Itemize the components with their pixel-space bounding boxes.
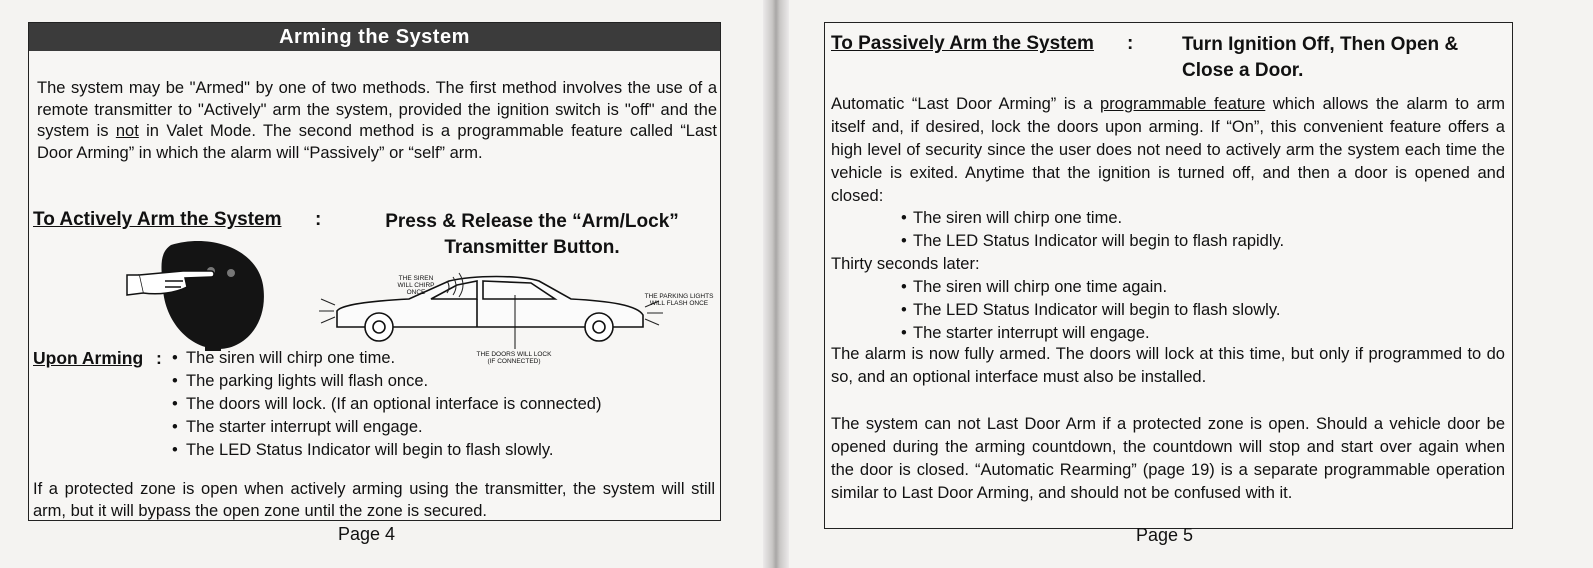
page-number-right: Page 5 <box>1136 525 1194 545</box>
list-item: • The LED Status Indicator will begin to flash slowly. <box>901 299 1280 322</box>
para1-text-2: which allows the alarm to arm itself and, if desired, lock the doors upon arming. If “On”, this convenient feature offers a high level of security since the user does not need to actively arm the system each time the vehicle is exited. Anytime that the ignition is turned off, and then a door is opened and closed: <box>831 95 1505 205</box>
left-page <box>0 0 763 568</box>
programmable-feature-term: programmable feature <box>1100 95 1266 113</box>
right-page <box>789 0 1593 568</box>
list-item: • The siren will chirp one time. <box>172 347 601 370</box>
upon-arming-colon: : <box>156 348 162 368</box>
parking-lights-label: THE PARKING LIGHTS WILL FLASH ONCE <box>644 293 714 307</box>
car-icon <box>337 277 643 342</box>
active-arm-heading: To Actively Arm the System <box>33 209 282 230</box>
list-item: • The LED Status Indicator will begin to flash rapidly. <box>901 230 1284 253</box>
later-effects-list <box>901 276 1280 345</box>
para1-text-1: Automatic “Last Door Arming” is a <box>831 95 1101 113</box>
book-spine <box>763 0 789 568</box>
passive-arm-instruction: Turn Ignition Off, Then Open & Close a Door. <box>1182 34 1459 81</box>
intro-paragraph <box>37 78 717 164</box>
list-item: • The LED Status Indicator will begin to flash slowly. <box>172 439 601 462</box>
passive-arm-box <box>824 22 1513 529</box>
thirty-seconds-label: Thirty seconds later: <box>831 255 980 273</box>
list-item: • The starter interrupt will engage. <box>172 416 601 439</box>
list-item: • The siren will chirp one time again. <box>901 276 1280 299</box>
active-arm-instruction: Press & Release the “Arm/Lock” Transmitter Button. <box>385 211 679 258</box>
protected-zone-paragraph: If a protected zone is open when actively arming using the transmitter, the system will still arm, but it will bypass the open zone until the zone is secured. <box>33 480 715 520</box>
active-arm-colon: : <box>315 209 322 230</box>
intro-text-1: The system may be "Armed" by one of two methods. The first method involves the use of a remote transmitter to "Actively" arm the system, provided the ignition switch is "off" and the system is <box>37 79 717 140</box>
list-item: • The starter interrupt will engage. <box>901 322 1280 345</box>
passive-arm-colon: : <box>1127 33 1134 54</box>
remote-transmitter-icon <box>161 241 263 351</box>
siren-label: THE SIREN WILL CHIRP ONCE <box>397 275 435 296</box>
arming-section-box <box>28 22 721 521</box>
protected-zone-paragraph-right: The system can not Last Door Arm if a protected zone is open. Should a vehicle door be opened during the arming countdown, the countdown will stop and start over again when the door is closed. “Automatic Rearming” (page 19) is a separate programmable operation similar to Last Door Arming, and should not be confused with it. <box>831 415 1505 502</box>
intro-text-2: in Valet Mode. The second method is a programmable feature called “Last Door Arming” in which the alarm will “Passively” or “self” arm. <box>37 122 717 162</box>
last-door-arming-paragraph <box>831 93 1505 208</box>
list-item: • The siren will chirp one time. <box>901 207 1284 230</box>
list-item: • The doors will lock. (If an optional interface is connected) <box>172 393 601 416</box>
passive-arm-heading: To Passively Arm the System <box>831 33 1094 54</box>
fully-armed-paragraph: The alarm is now fully armed. The doors will lock at this time, but only if programmed to do so, and an optional interface must also be installed. <box>831 345 1505 386</box>
page-number-left: Page 4 <box>338 524 396 544</box>
list-item: • The parking lights will flash once. <box>172 370 601 393</box>
immediate-effects-list <box>901 207 1284 253</box>
upon-arming-list <box>172 347 601 462</box>
section-title: Arming the System <box>29 23 720 51</box>
door-lock-label: THE DOORS WILL LOCK (IF CONNECTED) <box>476 351 552 365</box>
upon-arming-heading: Upon Arming <box>33 348 144 368</box>
intro-emphasis-not: not <box>115 122 139 140</box>
